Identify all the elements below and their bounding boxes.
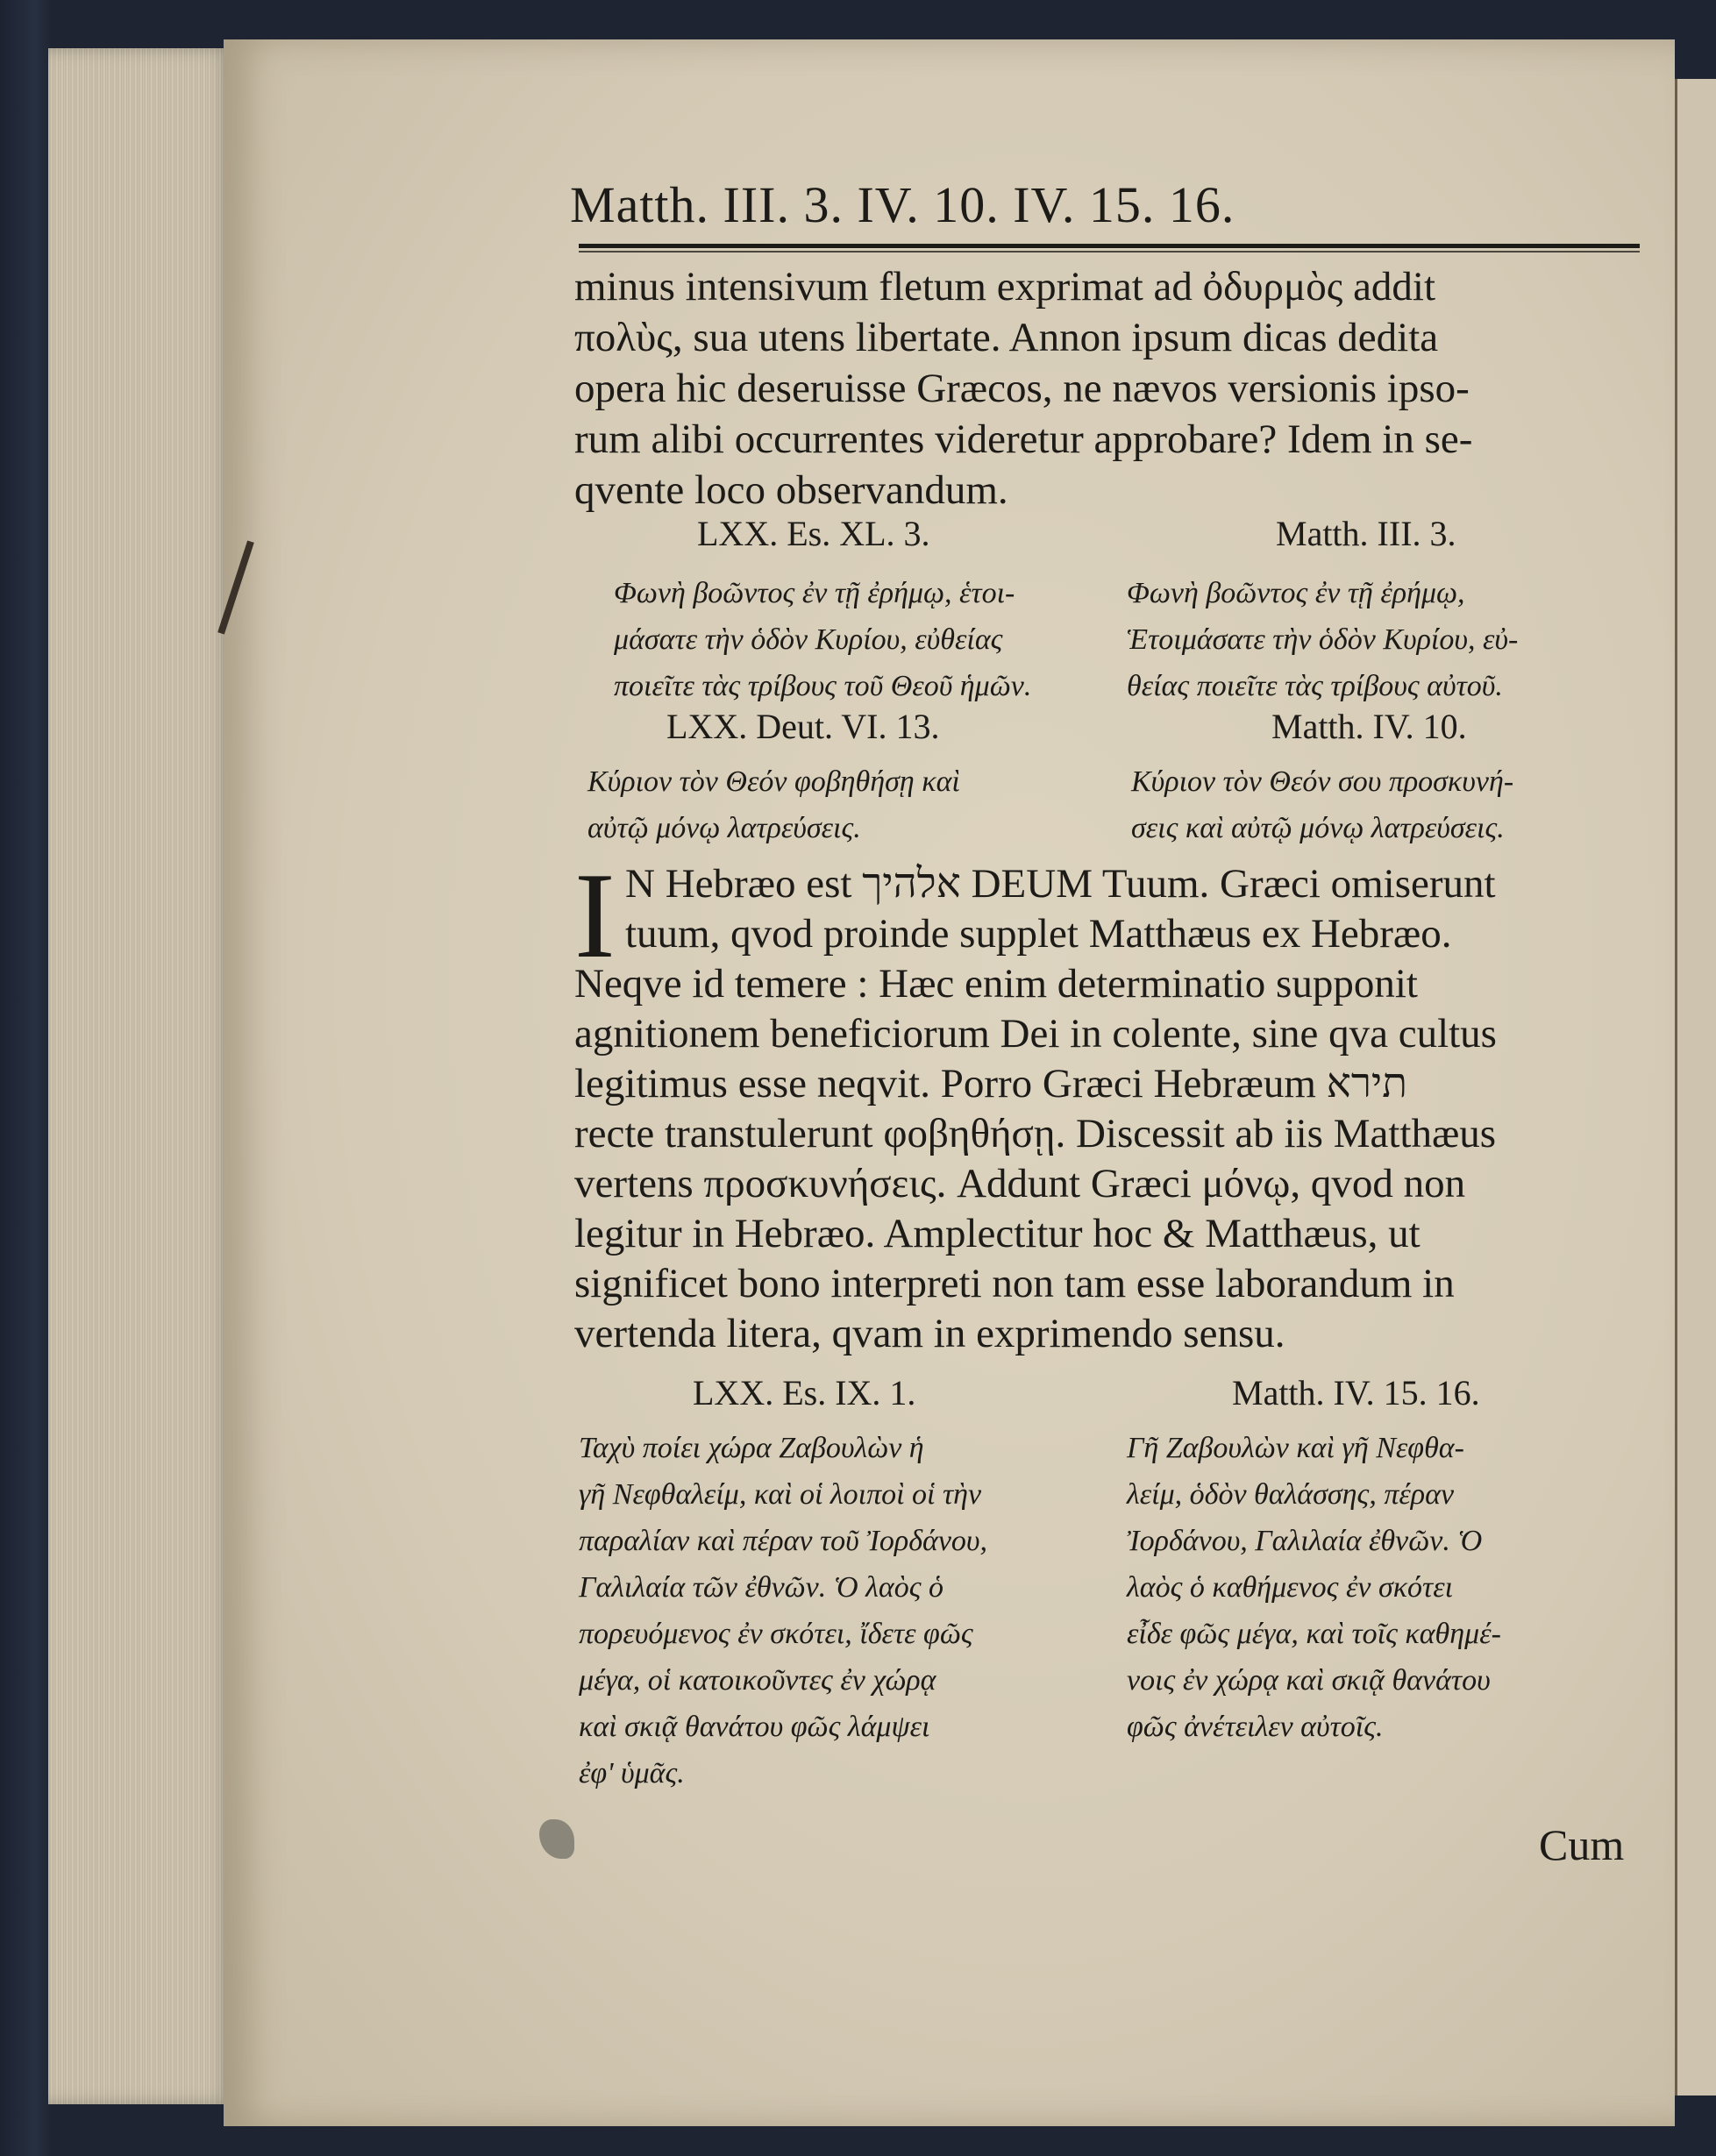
commentary-line: recte transtulerunt φοβηθήσῃ. Discessit ab iis Matthæus (574, 1111, 1497, 1156)
running-title: Matth. III. 3. IV. 10. IV. 15. 16. (570, 176, 1235, 233)
greek-line: σεις καὶ αὐτῷ μόνῳ λατρεύσεις. (1131, 812, 1505, 844)
commentary-line: vertens προσκυνήσεις. Addunt Græci μόνῳ, qvod non (574, 1161, 1466, 1206)
greek-line: καὶ σκιᾷ θανάτου φῶς λάμψει (579, 1711, 930, 1743)
greek-line: μάσατε τὴν ὁδὸν Κυρίου, εὐθείας (614, 623, 1003, 656)
greek-line: μέγα, οἱ κατοικοῦντες ἐν χώρᾳ (579, 1664, 936, 1697)
commentary-line: legitur in Hebræo. Amplectitur hoc & Matthæus, ut (574, 1211, 1421, 1256)
intro-line: minus intensivum fletum exprimat ad ὀδυρμὸς addit (574, 264, 1436, 310)
commentary-line: agnitionem beneficiorum Dei in colente, sine qva cultus (574, 1011, 1497, 1057)
greek-line: εἶδε φῶς μέγα, καὶ τοῖς καθημέ- (1127, 1618, 1501, 1650)
commentary-paragraph (574, 848, 1640, 1359)
block3-right-text (1127, 1425, 1501, 1750)
greek-line: γῆ Νεφθαλείμ, καὶ οἱ λοιποὶ οἱ τὴν (579, 1478, 982, 1511)
greek-line: Φωνὴ βοῶντος ἐν τῇ ἐρήμῳ, (1127, 577, 1465, 609)
drop-cap: I (574, 848, 616, 984)
greek-line: Ταχὺ ποίει χώρα Ζαβουλὼν ἡ (579, 1432, 924, 1464)
greek-line: Γῆ Ζαβουλὼν καὶ γῆ Νεφθα- (1127, 1432, 1464, 1464)
greek-line: ἐφ' ὑμᾶς. (579, 1757, 685, 1790)
commentary-line: Neqve id temere : Hæc enim determinatio supponit (574, 961, 1418, 1007)
block1-left-text (614, 570, 1031, 709)
commentary-line: significet bono interpreti non tam esse laborandum in (574, 1261, 1455, 1306)
block3-left-heading: LXX. Es. IX. 1. (693, 1373, 916, 1412)
greek-line: νοις ἐν χώρᾳ καὶ σκιᾷ θανάτου (1127, 1664, 1491, 1697)
facing-page-edge (1675, 79, 1716, 2096)
greek-line: λαὸς ὁ καθήμενος ἐν σκότει (1127, 1571, 1454, 1604)
greek-line: λείμ, ὁδὸν θαλάσσης, πέραν (1127, 1478, 1455, 1511)
greek-line: Κύριον τὸν Θεόν φοβηθήσῃ καὶ (587, 765, 960, 798)
greek-line: Κύριον τὸν Θεόν σου προσκυνή- (1131, 765, 1514, 798)
header-rule-thin (579, 251, 1640, 253)
greek-line: Γαλιλαία τῶν ἐθνῶν. Ὁ λαὸς ὁ (579, 1571, 944, 1604)
header-rule (579, 244, 1640, 248)
block2-right-text (1131, 758, 1513, 851)
intro-line: πολὺς, sua utens libertate. Annon ipsum dicas dedita (574, 315, 1439, 360)
greek-line: θείας ποιεῖτε τὰς τρίβους αὐτοῦ. (1127, 670, 1503, 702)
block1-right-heading: Matth. III. 3. (1276, 514, 1456, 553)
commentary-line: tuum, qvod proinde supplet Matthæus ex Hebræo. (625, 911, 1452, 957)
block3-right-heading: Matth. IV. 15. 16. (1232, 1373, 1480, 1412)
greek-line: Ἰορδάνου, Γαλιλαία ἐθνῶν. Ὁ (1127, 1525, 1483, 1557)
greek-line: Φωνὴ βοῶντος ἐν τῇ ἐρήμῳ, ἑτοι- (614, 577, 1015, 609)
greek-line: ποιεῖτε τὰς τρίβους τοῦ Θεοῦ ἡμῶν. (614, 670, 1032, 702)
commentary-line: vertenda litera, qvam in exprimendo sensu. (574, 1311, 1285, 1356)
commentary-line: N Hebræo est אלהיך DEUM Tuum. Græci omiserunt (625, 861, 1496, 907)
greek-line: αὐτῷ μόνῳ λατρεύσεις. (587, 812, 861, 844)
block2-left-text (587, 758, 960, 851)
catchword: Cum (1539, 1820, 1625, 1869)
block3-left-text (579, 1425, 987, 1797)
greek-line: φῶς ἀνέτειλεν αὐτοῖς. (1127, 1711, 1384, 1743)
commentary-line: legitimus esse neqvit. Porro Græci Hebræum תירא (574, 1061, 1407, 1106)
greek-line: παραλίαν καὶ πέραν τοῦ Ἰορδάνου, (579, 1525, 988, 1557)
page-stack-edge (48, 48, 232, 2104)
greek-line: Ἑτοιμάσατε τὴν ὁδὸν Κυρίου, εὐ- (1127, 623, 1519, 656)
greek-line: πορευόμενος ἐν σκότει, ἴδετε φῶς (579, 1618, 973, 1650)
block1-left-heading: LXX. Es. XL. 3. (697, 514, 930, 553)
intro-line: qvente loco observandum. (574, 467, 1008, 513)
intro-paragraph (574, 261, 1640, 516)
block2-right-heading: Matth. IV. 10. (1271, 707, 1467, 746)
block1-right-text (1127, 570, 1518, 709)
intro-line: opera hic deseruisse Græcos, ne nævos versionis ipso- (574, 366, 1470, 411)
intro-line: rum alibi occurrentes videretur approbare? Idem in se- (574, 416, 1473, 462)
block2-left-heading: LXX. Deut. VI. 13. (666, 707, 940, 746)
